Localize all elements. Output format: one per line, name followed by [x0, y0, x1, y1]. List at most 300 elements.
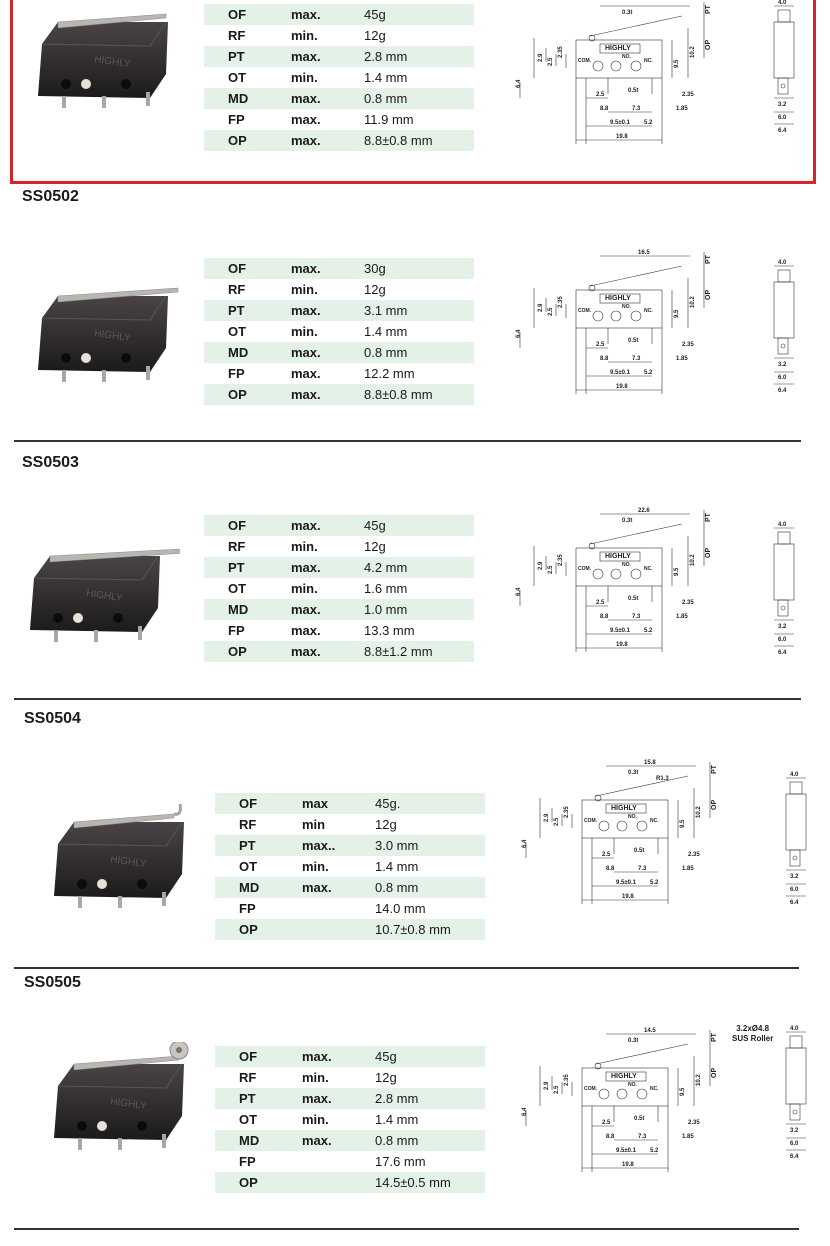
spec-qualifier: max.	[266, 300, 344, 321]
dimension-label: 2.35	[558, 296, 564, 308]
pt-label: PT	[705, 255, 712, 264]
dimension-label: 2.9	[538, 53, 544, 62]
section-divider	[14, 967, 799, 969]
dimension-label: 5.2	[644, 120, 653, 126]
dimension-label: 0.5t	[634, 1116, 645, 1122]
end-view-drawing	[764, 0, 804, 138]
dimension-label: 2.35	[688, 1120, 700, 1126]
spec-key: OF	[204, 258, 266, 279]
spec-qualifier: min.	[291, 282, 318, 297]
spec-value: 0.8 mm	[355, 1130, 485, 1151]
spec-row	[204, 321, 474, 342]
microswitch-photo	[28, 0, 188, 110]
roller-material: SUS Roller	[732, 1034, 774, 1043]
spec-value: 8.8±0.8 mm	[344, 130, 474, 151]
spec-key: OP	[215, 1172, 277, 1193]
spec-key: OF	[215, 1046, 277, 1067]
spec-table	[204, 4, 474, 151]
lever-thickness-label: 0.3t	[628, 770, 639, 776]
dimension-label: 2.35	[564, 1074, 570, 1086]
terminal-label: NC.	[644, 566, 653, 572]
dimension-label: 2.35	[558, 46, 564, 58]
spec-key: FP	[239, 901, 256, 916]
spec-row	[204, 130, 474, 151]
spec-row	[215, 1109, 485, 1130]
spec-value: 4.2 mm	[344, 557, 474, 578]
spec-value: 2.8 mm	[344, 46, 474, 67]
model-title: SS0502	[22, 188, 79, 205]
lever-thickness-label: 0.3t	[622, 518, 633, 524]
pt-label: PT	[705, 513, 712, 522]
side-drawing	[512, 248, 722, 413]
terminal-label: NO.	[628, 814, 637, 820]
spec-key: OF	[215, 793, 277, 814]
dimension-label: 9.5±0.1	[610, 370, 630, 376]
spec-qualifier: max.	[266, 384, 344, 405]
body-marking: HIGHLY	[109, 1096, 148, 1113]
dimension-label: 7.3	[632, 614, 641, 620]
dimension-label: 6.4	[522, 839, 528, 848]
dimension-label: 8.8	[600, 106, 609, 112]
spec-value: 12g	[364, 28, 386, 43]
spec-table	[204, 515, 474, 662]
side-drawing	[512, 0, 722, 163]
spec-value: 12g	[375, 1070, 397, 1085]
product-section-1	[0, 0, 830, 190]
spec-row	[204, 4, 474, 25]
brand-label: HIGHLY	[611, 1073, 637, 1080]
dimension-label: 9.5	[680, 1087, 686, 1096]
spec-value: 17.6 mm	[375, 1154, 426, 1169]
spec-row	[204, 25, 474, 46]
pt-label: PT	[711, 765, 718, 774]
spec-row	[215, 919, 485, 940]
spec-qualifier: max.	[291, 623, 321, 638]
dimension-label: 2.35	[682, 92, 694, 98]
dimension-label: 9.5±0.1	[610, 628, 630, 634]
dimension-label: 6.4	[778, 650, 787, 656]
spec-key: FP	[228, 112, 245, 127]
spec-qualifier	[277, 1172, 355, 1193]
dimension-label: 4.0	[778, 260, 787, 266]
spec-qualifier: min.	[291, 28, 318, 43]
spec-row	[204, 363, 474, 384]
terminal-label: NO.	[622, 54, 631, 60]
product-photo	[44, 800, 204, 915]
dimension-label: 2.5	[548, 307, 554, 316]
dimension-label: 6.4	[516, 79, 522, 88]
side-drawing	[518, 758, 728, 923]
spec-qualifier: min.	[291, 324, 318, 339]
dimension-label: 5.2	[644, 628, 653, 634]
spec-row	[204, 620, 474, 641]
spec-key: OT	[228, 70, 247, 85]
spec-qualifier: max.	[266, 4, 344, 25]
spec-value: 8.8±1.2 mm	[344, 641, 474, 662]
dimension-label: 2.35	[682, 342, 694, 348]
spec-key: RF	[239, 817, 257, 832]
dimension-label: 3.2	[790, 1128, 799, 1134]
dimension-label: 9.5±0.1	[616, 1148, 636, 1154]
spec-row	[204, 300, 474, 321]
lever-thickness-label: 0.3t	[622, 10, 633, 16]
terminal-label: NO.	[628, 1082, 637, 1088]
dimension-label: 0.5t	[628, 596, 639, 602]
model-title: SS0503	[22, 454, 79, 471]
spec-row	[215, 1172, 485, 1193]
spec-value: 1.4 mm	[375, 1112, 419, 1127]
spec-value: 14.0 mm	[375, 901, 426, 916]
spec-key: RF	[239, 1070, 257, 1085]
brand-label: HIGHLY	[605, 553, 631, 560]
dimension-label: 0.5t	[628, 338, 639, 344]
overall-length-label: 14.5	[644, 1028, 656, 1034]
spec-qualifier	[277, 898, 355, 919]
spec-row	[215, 1067, 485, 1088]
body-marking: HIGHLY	[85, 588, 124, 605]
dimension-label: 2.5	[554, 1085, 560, 1094]
spec-qualifier: min.	[291, 539, 318, 554]
dimension-label: 6.0	[778, 637, 787, 643]
microswitch-photo	[20, 534, 180, 644]
spec-qualifier: max..	[277, 835, 355, 856]
spec-key: RF	[228, 28, 246, 43]
dimension-label: 7.3	[632, 356, 641, 362]
spec-value: 45g.	[355, 793, 485, 814]
spec-key: OT	[239, 859, 258, 874]
spec-row	[204, 536, 474, 557]
dimension-label: 6.0	[778, 115, 787, 121]
dimension-label: 2.9	[538, 303, 544, 312]
dimension-label: 2.5	[602, 1120, 611, 1126]
terminal-label: COM.	[578, 58, 592, 64]
spec-key: PT	[204, 557, 266, 578]
overall-length-label: 22.6	[638, 508, 650, 514]
dimension-label: 6.0	[790, 1141, 799, 1147]
spec-value: 12g	[364, 539, 386, 554]
spec-value: 8.8±0.8 mm	[344, 384, 474, 405]
spec-row	[215, 835, 485, 856]
dimension-label: 7.3	[638, 1134, 647, 1140]
terminal-label: COM.	[584, 1086, 598, 1092]
spec-row	[204, 384, 474, 405]
spec-qualifier: min.	[302, 1070, 329, 1085]
dimension-label: 5.2	[650, 1148, 659, 1154]
dimension-label: 19.8	[622, 1162, 634, 1168]
spec-key: OT	[239, 1112, 258, 1127]
dimension-label: 2.35	[682, 600, 694, 606]
dimension-drawing	[518, 758, 728, 918]
roller-radius-label: R1.3	[656, 776, 669, 782]
op-label: OP	[711, 799, 718, 810]
spec-value: 3.1 mm	[344, 300, 474, 321]
product-photo	[28, 274, 188, 389]
dimension-label: 1.85	[676, 614, 688, 620]
section-divider	[14, 1228, 799, 1230]
spec-row	[204, 641, 474, 662]
spec-qualifier: max.	[266, 342, 344, 363]
dimension-label: 4.0	[778, 0, 787, 6]
spec-key: FP	[228, 366, 245, 381]
spec-value: 11.9 mm	[364, 112, 414, 127]
spec-key: OF	[204, 4, 266, 25]
spec-value: 45g	[344, 515, 474, 536]
dimension-label: 8.8	[606, 866, 615, 872]
dimension-label: 6.4	[790, 1154, 799, 1160]
dimension-label: 9.5±0.1	[616, 880, 636, 886]
spec-value: 3.0 mm	[355, 835, 485, 856]
spec-key: FP	[239, 1154, 256, 1169]
spec-qualifier: max.	[277, 877, 355, 898]
pt-label: PT	[711, 1033, 718, 1042]
spec-key: PT	[204, 300, 266, 321]
spec-value: 0.8 mm	[344, 88, 474, 109]
spec-key: RF	[228, 282, 246, 297]
spec-row	[215, 1151, 485, 1172]
brand-label: HIGHLY	[605, 295, 631, 302]
dimension-label: 9.5±0.1	[610, 120, 630, 126]
dimension-label: 8.8	[600, 614, 609, 620]
spec-value: 2.8 mm	[355, 1088, 485, 1109]
op-label: OP	[711, 1067, 718, 1078]
dimension-label: 1.85	[676, 106, 688, 112]
spec-value: 12.2 mm	[364, 366, 415, 381]
spec-qualifier: max.	[277, 1088, 355, 1109]
spec-key: OP	[215, 919, 277, 940]
spec-row	[204, 46, 474, 67]
dimension-label: 1.85	[682, 1134, 694, 1140]
dimension-label: 5.2	[644, 370, 653, 376]
dimension-label: 2.9	[538, 561, 544, 570]
spec-row	[215, 814, 485, 835]
dimension-label: 6.4	[516, 329, 522, 338]
spec-key: OT	[228, 581, 247, 596]
side-drawing	[512, 506, 722, 671]
spec-row	[204, 109, 474, 130]
op-label: OP	[705, 547, 712, 558]
spec-table	[215, 793, 485, 940]
spec-value: 12g	[375, 817, 397, 832]
end-view-drawing	[764, 258, 804, 398]
dimension-label: 6.0	[778, 375, 787, 381]
dimension-label: 1.85	[676, 356, 688, 362]
dimension-drawing	[512, 248, 722, 408]
terminal-label: COM.	[578, 566, 592, 572]
end-view-drawing	[776, 770, 816, 910]
spec-qualifier: max.	[266, 46, 344, 67]
spec-qualifier	[277, 1151, 355, 1172]
spec-row	[215, 1088, 485, 1109]
lever-thickness-label: 0.3t	[628, 1038, 639, 1044]
spec-row	[204, 599, 474, 620]
spec-qualifier: max.	[277, 1130, 355, 1151]
spec-value: 10.7±0.8 mm	[355, 919, 485, 940]
spec-value: 0.8 mm	[355, 877, 485, 898]
spec-row	[204, 279, 474, 300]
dimension-label: 0.5t	[634, 848, 645, 854]
dimension-label: 2.9	[544, 1081, 550, 1090]
product-section-2	[0, 186, 830, 446]
spec-qualifier: max.	[266, 130, 344, 151]
model-title: SS0505	[24, 974, 81, 991]
spec-qualifier: max	[277, 793, 355, 814]
spec-qualifier	[277, 919, 355, 940]
dimension-label: 10.2	[690, 46, 696, 58]
spec-qualifier: max.	[266, 258, 344, 279]
spec-key: OP	[204, 130, 266, 151]
dimension-label: 3.2	[790, 874, 799, 880]
dimension-label: 10.2	[690, 296, 696, 308]
dimension-label: 2.5	[548, 565, 554, 574]
spec-value: 1.0 mm	[344, 599, 474, 620]
dimension-label: 9.5	[674, 567, 680, 576]
spec-table	[204, 258, 474, 405]
spec-value: 45g	[344, 4, 474, 25]
terminal-label: NC.	[650, 818, 659, 824]
terminal-label: NC.	[644, 308, 653, 314]
spec-key: RF	[228, 539, 246, 554]
dimension-label: 1.85	[682, 866, 694, 872]
dimension-label: 2.5	[596, 600, 605, 606]
end-drawing	[776, 770, 816, 915]
end-drawing	[764, 0, 804, 143]
dimension-label: 8.8	[600, 356, 609, 362]
microswitch-photo	[28, 274, 188, 384]
spec-key: FP	[228, 623, 245, 638]
product-section-3	[0, 452, 830, 708]
product-photo	[20, 534, 180, 649]
overall-length-label: 16.5	[638, 250, 650, 256]
microswitch-photo	[44, 800, 204, 910]
dimension-label: 5.2	[650, 880, 659, 886]
spec-value: 1.4 mm	[364, 324, 408, 339]
spec-key: MD	[215, 877, 277, 898]
terminal-label: NC.	[650, 1086, 659, 1092]
dimension-label: 6.0	[790, 887, 799, 893]
spec-qualifier: min.	[302, 1112, 329, 1127]
spec-table	[215, 1046, 485, 1193]
brand-label: HIGHLY	[605, 45, 631, 52]
terminal-label: COM.	[584, 818, 598, 824]
spec-row	[215, 793, 485, 814]
spec-row	[204, 258, 474, 279]
dimension-label: 4.0	[790, 1026, 799, 1032]
dimension-label: 2.5	[602, 852, 611, 858]
section-divider	[14, 698, 801, 700]
spec-row	[204, 342, 474, 363]
product-section-5	[0, 972, 830, 1246]
spec-key: OP	[204, 384, 266, 405]
spec-value: 12g	[364, 282, 386, 297]
dimension-label: 2.9	[544, 813, 550, 822]
spec-key: PT	[215, 835, 277, 856]
spec-row	[204, 578, 474, 599]
dimension-label: 19.8	[616, 134, 628, 140]
spec-value: 13.3 mm	[364, 623, 415, 638]
product-photo	[44, 1042, 204, 1157]
dimension-label: 10.2	[696, 806, 702, 818]
dimension-label: 2.35	[564, 806, 570, 818]
dimension-label: 2.5	[596, 92, 605, 98]
spec-value: 30g	[344, 258, 474, 279]
spec-key: MD	[204, 88, 266, 109]
spec-qualifier: max.	[266, 557, 344, 578]
end-drawing	[776, 1024, 816, 1169]
spec-row	[215, 898, 485, 919]
end-view-drawing	[776, 1024, 816, 1164]
spec-value: 1.4 mm	[375, 859, 419, 874]
dimension-drawing	[512, 0, 722, 158]
dimension-label: 4.0	[778, 522, 787, 528]
op-label: OP	[705, 289, 712, 300]
spec-qualifier: min.	[302, 859, 329, 874]
terminal-label: NC.	[644, 58, 653, 64]
dimension-drawing	[512, 506, 722, 666]
dimension-label: 6.4	[778, 388, 787, 394]
spec-row	[204, 515, 474, 536]
spec-key: MD	[215, 1130, 277, 1151]
body-marking: HIGHLY	[93, 328, 132, 345]
terminal-label: NO.	[622, 562, 631, 568]
body-marking: HIGHLY	[93, 54, 132, 71]
spec-value: 14.5±0.5 mm	[355, 1172, 485, 1193]
spec-key: OP	[204, 641, 266, 662]
dimension-label: 3.2	[778, 624, 787, 630]
spec-qualifier: max.	[291, 366, 321, 381]
overall-length-label: 15.8	[644, 760, 656, 766]
spec-key: MD	[204, 599, 266, 620]
section-divider	[14, 440, 801, 442]
dimension-label: 10.2	[696, 1074, 702, 1086]
spec-qualifier: max.	[291, 112, 321, 127]
dimension-label: 8.8	[606, 1134, 615, 1140]
end-view-drawing	[764, 520, 804, 660]
dimension-label: 19.8	[616, 642, 628, 648]
op-label: OP	[705, 39, 712, 50]
spec-qualifier: max.	[266, 641, 344, 662]
spec-qualifier: max.	[277, 1046, 355, 1067]
dimension-label: 6.4	[778, 128, 787, 134]
side-drawing	[518, 1026, 728, 1191]
dimension-label: 0.5t	[628, 88, 639, 94]
microswitch-photo	[44, 1042, 204, 1152]
dimension-label: 9.5	[680, 819, 686, 828]
spec-key: PT	[204, 46, 266, 67]
dimension-label: 4.0	[790, 772, 799, 778]
spec-row	[204, 67, 474, 88]
dimension-label: 9.5	[674, 309, 680, 318]
spec-qualifier: min.	[291, 581, 318, 596]
dimension-label: 6.4	[516, 587, 522, 596]
spec-qualifier: max.	[266, 88, 344, 109]
spec-row	[204, 88, 474, 109]
end-drawing	[764, 520, 804, 665]
dimension-label: 2.5	[596, 342, 605, 348]
spec-value: 45g	[355, 1046, 485, 1067]
body-marking: HIGHLY	[109, 854, 148, 871]
spec-row	[215, 1046, 485, 1067]
spec-value: 1.4 mm	[364, 70, 408, 85]
dimension-label: 6.4	[790, 900, 799, 906]
dimension-label: 10.2	[690, 554, 696, 566]
spec-row	[215, 1130, 485, 1151]
brand-label: HIGHLY	[611, 805, 637, 812]
dimension-label: 2.35	[688, 852, 700, 858]
spec-qualifier: max.	[266, 599, 344, 620]
spec-qualifier: max.	[266, 515, 344, 536]
spec-key: MD	[204, 342, 266, 363]
dimension-label: 3.2	[778, 102, 787, 108]
